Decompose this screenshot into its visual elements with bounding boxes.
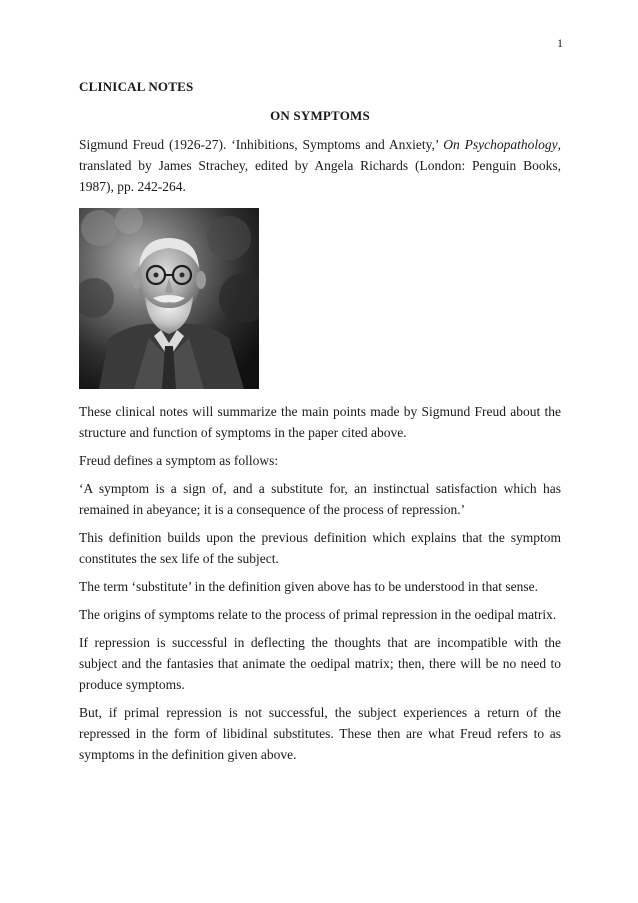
citation-book-title: On Psychopathology — [443, 137, 558, 152]
citation — [79, 134, 561, 197]
citation-text-start: Sigmund Freud (1926-27). ‘Inhibitions, Symptoms and Anxiety,’ — [79, 137, 444, 152]
document-subheading: ON SYMPTOMS — [270, 108, 370, 123]
quoted-definition: ‘A symptom is a sign of, and a substitute for, an instinctual satisfaction which has remained in abeyance; it is a consequence of the process of repression.’ — [79, 481, 561, 517]
paragraph: These clinical notes will summarize the main points made by Sigmund Freud about the structure and function of symptoms in the paper cited above. — [79, 404, 561, 440]
paragraph: This definition builds upon the previous definition which explains that the symptom constitutes the sex life of the subject. — [79, 530, 561, 566]
paragraph: Freud defines a symptom as follows: — [79, 453, 279, 468]
portrait-illustration — [79, 208, 259, 389]
paragraph: But, if primal repression is not successful, the subject experiences a return of the repressed in the form of libidinal substitutes. These then are what Freud refers to as symptoms in the definition given above. — [79, 705, 561, 762]
paragraph: If repression is successful in deflecting the thoughts that are incompatible with the subject and the fantasies that animate the oedipal matrix; then, there will be no need to produce symptoms. — [79, 635, 561, 692]
page-number: 1 — [557, 36, 563, 50]
document-body — [79, 76, 561, 765]
paragraph: The term ‘substitute’ in the definition given above has to be understood in that sense. — [79, 579, 539, 594]
portrait-photo — [79, 208, 259, 389]
citation-text-end: , translated by James Strachey, edited by Angela Richards (London: Penguin Books, 1987), pp. 242-264. — [79, 137, 561, 194]
paragraph: The origins of symptoms relate to the process of primal repression in the oedipal matrix. — [79, 607, 557, 622]
document-heading: CLINICAL NOTES — [79, 79, 194, 94]
